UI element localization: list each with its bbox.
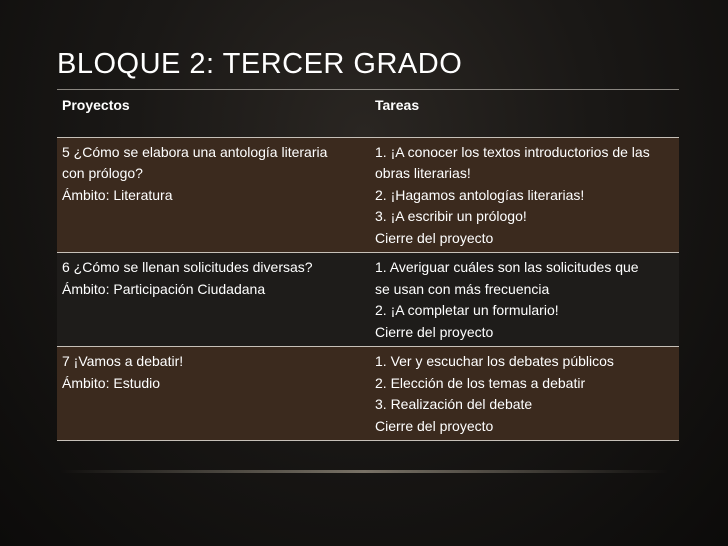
- header-proyectos: Proyectos: [57, 90, 370, 138]
- tasks-cell: [370, 137, 679, 253]
- project-cell: [57, 253, 370, 347]
- decorative-glow-line: [60, 470, 668, 473]
- task-line: 2. ¡A completar un formulario!: [375, 302, 559, 318]
- task-line: obras literarias!: [375, 165, 471, 181]
- project-line: Ámbito: Participación Ciudadana: [62, 280, 266, 297]
- task-line: 3. Realización del debate: [375, 396, 533, 412]
- tasks-cell: [370, 253, 679, 347]
- task-line: 1. Averiguar cuáles son las solicitudes que: [375, 259, 639, 275]
- table-header-row: [57, 90, 679, 138]
- table-row: [57, 347, 679, 441]
- project-cell: [57, 347, 370, 441]
- task-line: Cierre del proyecto: [375, 417, 494, 434]
- task-line: Cierre del proyecto: [375, 229, 494, 246]
- task-line: Cierre del proyecto: [375, 323, 494, 340]
- task-line: 2. Elección de los temas a debatir: [375, 374, 586, 391]
- tasks-cell: [370, 347, 679, 441]
- project-line: 7 ¡Vamos a debatir!: [62, 353, 184, 369]
- header-tareas: Tareas: [370, 90, 679, 138]
- table-row: [57, 253, 679, 347]
- task-line: 1. ¡A conocer los textos introductorios de las: [375, 143, 650, 160]
- task-line: se usan con más frecuencia: [375, 280, 550, 297]
- project-line: 5 ¿Cómo se elabora una antología literaria: [62, 143, 328, 160]
- project-cell: [57, 137, 370, 253]
- task-line: 2. ¡Hagamos antologías literarias!: [375, 186, 585, 203]
- project-line: con prólogo?: [62, 165, 143, 181]
- project-line: 6 ¿Cómo se llenan solicitudes diversas?: [62, 259, 313, 275]
- table-row: [57, 137, 679, 253]
- project-line: Ámbito: Literatura: [62, 186, 173, 203]
- project-line: Ámbito: Estudio: [62, 374, 161, 391]
- projects-table: [57, 89, 679, 441]
- slide-title: BLOQUE 2: TERCER GRADO: [57, 48, 463, 80]
- task-line: 3. ¡A escribir un prólogo!: [375, 208, 527, 224]
- task-line: 1. Ver y escuchar los debates públicos: [375, 353, 614, 369]
